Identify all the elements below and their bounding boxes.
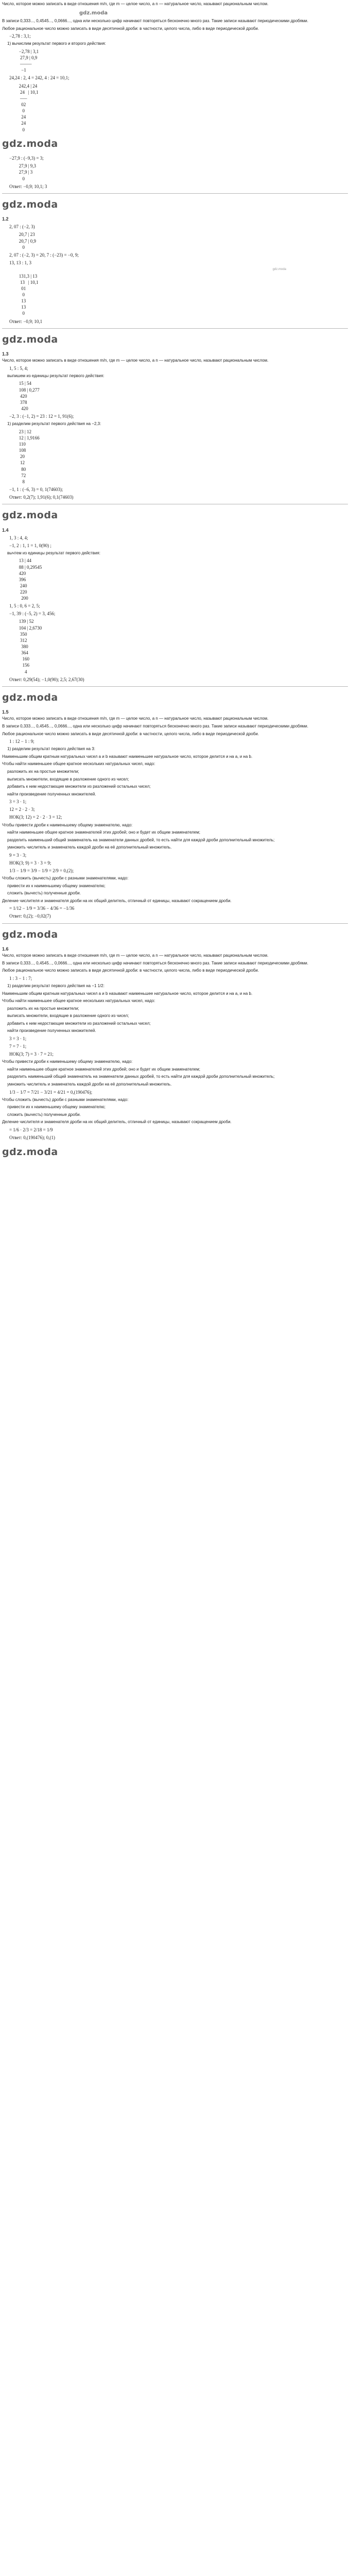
s6-common-rule: умножить числитель и знаменатель каждой дроби на её дополнительный множитель. xyxy=(7,1082,172,1087)
watermark-logo: gdz.moda xyxy=(2,333,58,345)
watermark-logo: gdz.moda xyxy=(2,138,58,149)
watermark-logo: gdz.moda xyxy=(2,928,58,940)
s3-answer: Ответ: 0,2(7); 1,91(6); 0,1(74603) xyxy=(9,495,74,500)
s6-nok-rule: разложить их на простые множители; xyxy=(7,1006,79,1011)
s6-nok-rule: выписать множители, входящие в разложение одного из чисел; xyxy=(7,1013,129,1019)
divider xyxy=(2,193,348,194)
s2-number: 1.2 xyxy=(2,216,9,222)
s6-answer: Ответ: 0,(190476); 0,(1) xyxy=(9,1135,56,1141)
s6-common-rule: найти наименьшее общее кратное знаменателей этих дробей; оно и будет их общим знаменателем; xyxy=(7,1066,200,1072)
s3-column1: 15 | 54 108 | 0,277 420 378 420 xyxy=(19,381,40,411)
s3-line1: 1, 5 : 5, 4; xyxy=(9,365,28,371)
s3-number: 1.3 xyxy=(2,351,9,357)
s5-nok-rule: добавить к ним недостающие множители из разложений остальных чисел; xyxy=(7,784,151,789)
s6-add-rule: сложить (вычесть) полученные дроби. xyxy=(7,1112,81,1117)
s6-periodic: В записи 0,333..., 0,4545..., 0,0666..., одна или несколько цифр начинают повторяться бесконечно много раз. Такие записи называют периодическими дробями. xyxy=(2,960,308,965)
s5-step1: 1) разделим результат первого действия на 3: xyxy=(7,747,95,752)
s4-answer: Ответ: 0,29(54); −1,0(90); 2,5; 2,67(30) xyxy=(9,676,84,682)
s2-answer: Ответ: −0,9; 10,1 xyxy=(9,318,43,324)
s5-answer: Ответ: 0,(2); −0,02(7) xyxy=(9,913,51,919)
s5-line4: НОК(3; 12) = 2 · 2 · 3 = 12; xyxy=(9,815,62,820)
s3-definition: Число, которое можно записать в виде отношения m/n, где m — целое число, а n — натуральное число, называют рациональным числом. xyxy=(2,358,269,363)
s1-line2: 24,24 : 2, 4 = 242, 4 : 24 = 10,1; xyxy=(9,75,69,81)
watermark-logo: gdz.moda xyxy=(2,510,58,521)
s6-add-rule: привести их к наименьшему общему знаменателю; xyxy=(7,1105,106,1110)
s5-nok-rule: выписать множители, входящие в разложение одного из чисел; xyxy=(7,776,129,782)
s6-common-rule: разделить наименьший общий знаменатель на знаменатели данных дробей, то есть найти для каждой дроби дополнительный множитель; xyxy=(7,1074,275,1079)
s2-column2: 131,3 | 13 13 | 10,1 01 0 13 13 0 xyxy=(19,273,39,316)
s4-line4: −1, 39 : (−5, 2) = 3, 456; xyxy=(9,611,56,617)
s2-line1: 2, 07 : (−2, 3) xyxy=(9,224,35,230)
s6-line4: НОК(3; 7) = 3 · 7 = 21; xyxy=(9,1052,54,1057)
s5-definition: Число, которое можно записать в виде отношения m/n, где m — целое число, а n — натуральное число, называют рациональным числом. xyxy=(2,716,269,721)
intro-definition: Число, которое можно записать в виде отношения m/n, где m — целое число, а n — натуральное число, называют рациональным числом. xyxy=(2,2,269,6)
s5-add-intro: Чтобы сложить (вычесть) дроби с разными знаменателями, надо: xyxy=(2,876,129,881)
s6-definition: Число, которое можно записать в виде отношения m/n, где m — целое число, а n — натуральное число, называют рациональным числом. xyxy=(2,953,269,958)
s5-nok-definition: Наименьшим общим кратным натуральных чисел a и b называют наименьшее натуральное число, которое делится и на a, и на b. xyxy=(2,754,253,759)
s1-line3: −27,9 : (−9,3) = 3; xyxy=(9,156,44,161)
s2-line2: 2, 07 : (−2, 3) = 20, 7 : (−23) = −0, 9; xyxy=(9,252,79,258)
watermark-small: gdz.moda xyxy=(79,10,108,16)
s6-step1: 1) разделим результат первого действия на −1 1/2: xyxy=(7,983,104,988)
s6-line3: 7 = 7 · 1; xyxy=(9,1044,27,1049)
s5-common-rule: разделить наименьший общий знаменатель на знаменатели данных дробей, то есть найти для каждой дроби дополнительный множитель; xyxy=(7,837,275,842)
intro-periodic: В записи 0,333..., 0,4545..., 0,0666..., одна или несколько цифр начинают повторяться бесконечно много раз. Такие записи называют периодическими дробями. xyxy=(2,19,308,24)
s1-line1: −2,78 : 3,1; xyxy=(9,33,31,39)
s4-number: 1.4 xyxy=(2,527,9,533)
s6-add-intro: Чтобы сложить (вычесть) дроби с разными знаменателями, надо: xyxy=(2,1097,129,1102)
watermark-logo: gdz.moda xyxy=(2,1146,58,1158)
s4-line1: 1, 3 : 4, 4; xyxy=(9,535,28,540)
s6-nok-intro: Чтобы найти наименьшее общее кратное нескольких натуральных чисел, надо: xyxy=(2,998,155,1004)
s6-reduce: Деление числителя и знаменателя дроби на их общий делитель, отличный от единицы, называют сокращением дроби. xyxy=(2,1120,232,1125)
divider xyxy=(2,686,348,687)
watermark-logo: gdz.moda xyxy=(2,198,58,210)
intro-decimal: Любое рациональное число можно записать в виде десятичной дроби: в частности, целого числа, либо в виде периодической дроби. xyxy=(2,26,259,31)
s2-column1: 20,7 | 23 20,7 | 0,9 0 xyxy=(19,232,37,250)
s3-column2: 23 | 12 12 | 1,9166 110 108 20 12 80 72 8 xyxy=(19,429,40,484)
s6-line5: 1/3 − 1/7 = 7/21 − 3/21 = 4/21 = 0,(190476); xyxy=(9,1089,93,1095)
s3-step2: 1) разделим результат первого действия на −2,3: xyxy=(7,421,101,427)
s1-column1: −2,78 | 3,1 27,9 | 0,9 ––––– −1 xyxy=(19,48,39,73)
s6-decimal: Любое рациональное число можно записать в виде десятичной дроби: в частности, целого числа, либо в виде периодической дроби. xyxy=(2,968,259,973)
s5-periodic: В записи 0,333..., 0,4545..., 0,0666..., одна или несколько цифр начинают повторяться бесконечно много раз. Такие записи называют периодическими дробями. xyxy=(2,723,308,728)
s2-line3: 13, 13 : 1, 3 xyxy=(9,260,32,265)
s5-line8: = 1/12 − 1/9 = 3/36 − 4/36 = −1/36 xyxy=(9,906,75,911)
s6-line2: 3 = 3 · 1; xyxy=(9,1036,27,1042)
s5-common-rule: найти наименьшее общее кратное знаменателей этих дробей; оно и будет их общим знаменателем; xyxy=(7,830,200,835)
s5-line3: 12 = 2 · 2 · 3; xyxy=(9,807,35,812)
s6-line6: = 1/6 · 2/3 = 2/18 = 1/9 xyxy=(9,1127,53,1133)
s3-line2: −2, 3 : (−1, 2) = 23 : 12 = 1, 91(6); xyxy=(9,414,74,419)
s5-nok-intro: Чтобы найти наименьшее общее кратное нескольких натуральных чисел, надо: xyxy=(2,761,155,767)
s4-column1: 13 | 44 88 | 0,29545 420 396 240 220 200 xyxy=(19,558,42,601)
s5-number: 1.5 xyxy=(2,709,9,715)
s6-nok-rule: добавить к ним недостающие множители из разложений остальных чисел; xyxy=(7,1021,151,1026)
watermark-tiny: gdz.moda xyxy=(272,267,286,271)
s4-column2: 139 | 52 104 | 2,6730 350 312 380 364 160 156 4 xyxy=(19,619,42,674)
s5-nok-rule: найти произведение полученных множителей. xyxy=(7,791,96,796)
divider xyxy=(2,328,348,329)
s5-nok-rule: разложить их на простые множители; xyxy=(7,769,79,774)
s4-step1: вычтем из единицы результат первого действия: xyxy=(7,550,100,555)
s6-common-intro: Чтобы привести дроби к наименьшему общему знаменателю, надо: xyxy=(2,1059,133,1064)
s6-nok-definition: Наименьшим общим кратным натуральных чисел a и b называют наименьшее натуральное число, которое делится и на a, и на b. xyxy=(2,991,253,996)
s4-line3: 1, 5 : 0, 6 = 2, 5; xyxy=(9,603,40,609)
s3-step1: выпишем из единицы результат первого действия: xyxy=(7,373,104,378)
s3-line3: −1, 1 : (−6, 3) = 0, 1(74603); xyxy=(9,487,63,493)
s6-line1: 1 : 3 − 1 : 7; xyxy=(9,975,32,981)
s6-nok-rule: найти произведение полученных множителей. xyxy=(7,1028,96,1033)
s1-step1: 1) вычислим результат первого и второго действия: xyxy=(7,41,106,46)
watermark-logo: gdz.moda xyxy=(2,691,58,703)
solution-sheet xyxy=(0,0,350,1165)
s5-line6: НОК(3; 9) = 3 · 3 = 9; xyxy=(9,860,51,866)
s5-add-rule: привести их к наименьшему общему знаменателю; xyxy=(7,883,106,888)
s5-reduce: Деление числителя и знаменателя дроби на их общий делитель, отличный от единицы, называют сокращением дроби. xyxy=(2,898,232,903)
s1-column3: 27,9 | 9,3 27,9 | 3 0 xyxy=(19,163,37,181)
s6-number: 1.6 xyxy=(2,946,9,952)
s5-line2: 3 = 3 · 1; xyxy=(9,799,27,805)
divider xyxy=(2,923,348,924)
s5-add-rule: сложить (вычесть) полученные дроби. xyxy=(7,891,81,896)
s1-column2: 242,4 | 24 24 | 10,1 ––– 02 0 24 24 0 xyxy=(19,83,39,132)
s5-line1: 1 : 12 − 1 : 9; xyxy=(9,739,34,744)
s1-answer: Ответ: −0,9; 10,1; 3 xyxy=(9,183,47,189)
s5-common-intro: Чтобы привести дроби к наименьшему общему знаменателю, надо: xyxy=(2,822,133,827)
s5-common-rule: умножить числитель и знаменатель каждой дроби на её дополнительный множитель. xyxy=(7,845,172,850)
s5-decimal: Любое рациональное число можно записать в виде десятичной дроби: в частности, целого числа, либо в виде периодической дроби. xyxy=(2,731,259,736)
s5-line5: 9 = 3 · 3; xyxy=(9,852,27,858)
s5-line7: 1/3 − 1/9 = 3/9 − 1/9 = 2/9 = 0,(2); xyxy=(9,868,74,873)
s4-line2: −1, 2 : 1, 1 = 1, 0(90) ; xyxy=(9,543,51,548)
